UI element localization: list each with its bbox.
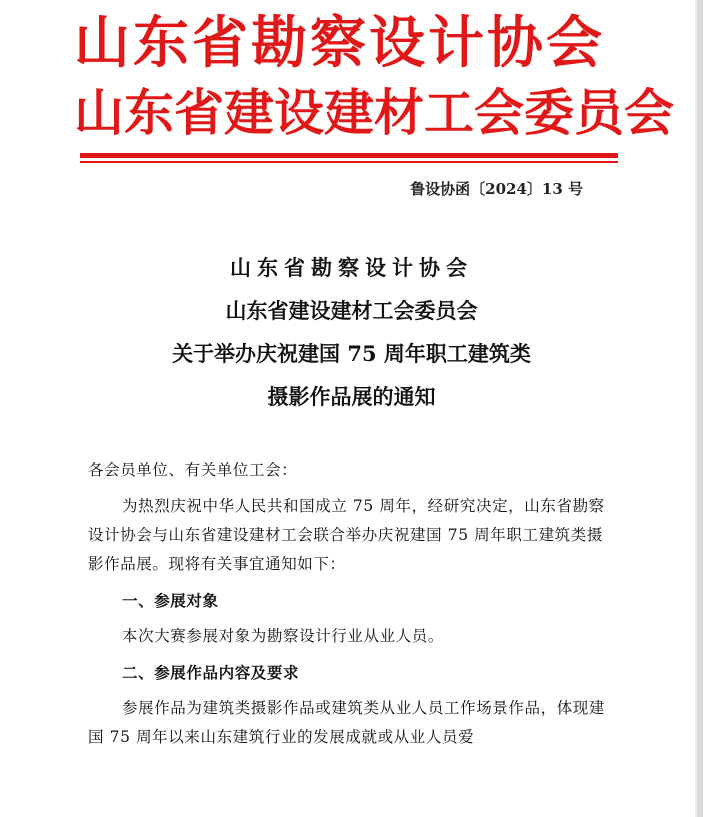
letterhead-rule-thin xyxy=(80,161,618,163)
section-2-text: 参展作品为建筑类摄影作品或建筑类从业人员工作场景作品，体现建国 75 周年以来山东建筑行业的发展成就或从业人员爱 xyxy=(88,699,606,746)
section-1-text: 本次大赛参展对象为勘察设计行业从业人员。 xyxy=(122,627,445,645)
intro-paragraph: 为热烈庆祝中华人民共和国成立 75 周年，经研究决定，山东省勘察设计协会与山东省建设建材工会联合举办庆祝建国 75 周年职工建筑类摄影作品展。现将有关事宜通知如下： xyxy=(88,497,605,573)
document-title xyxy=(0,246,703,418)
section-1-heading: 一、参展对象 xyxy=(122,591,219,610)
title-line-1: 山东省勘察设计协会 xyxy=(230,255,473,280)
letterhead-org-2: 山东省建设建材工会委员会 xyxy=(74,83,674,142)
section-2-heading: 二、参展作品内容及要求 xyxy=(122,663,300,682)
salutation: 各会员单位、有关单位工会： xyxy=(88,461,298,479)
document-number: 鲁设协函〔2024〕13 号 xyxy=(410,180,583,198)
letterhead-rule-thick xyxy=(80,153,618,158)
title-line-3: 关于举办庆祝建国 75 周年职工建筑类 xyxy=(172,341,531,366)
title-line-4: 摄影作品展的通知 xyxy=(267,384,436,409)
letterhead-org-1: 山东省勘察设计协会 xyxy=(74,10,605,76)
title-line-2: 山东省建设建材工会委员会 xyxy=(225,298,478,323)
document-body xyxy=(88,456,608,759)
